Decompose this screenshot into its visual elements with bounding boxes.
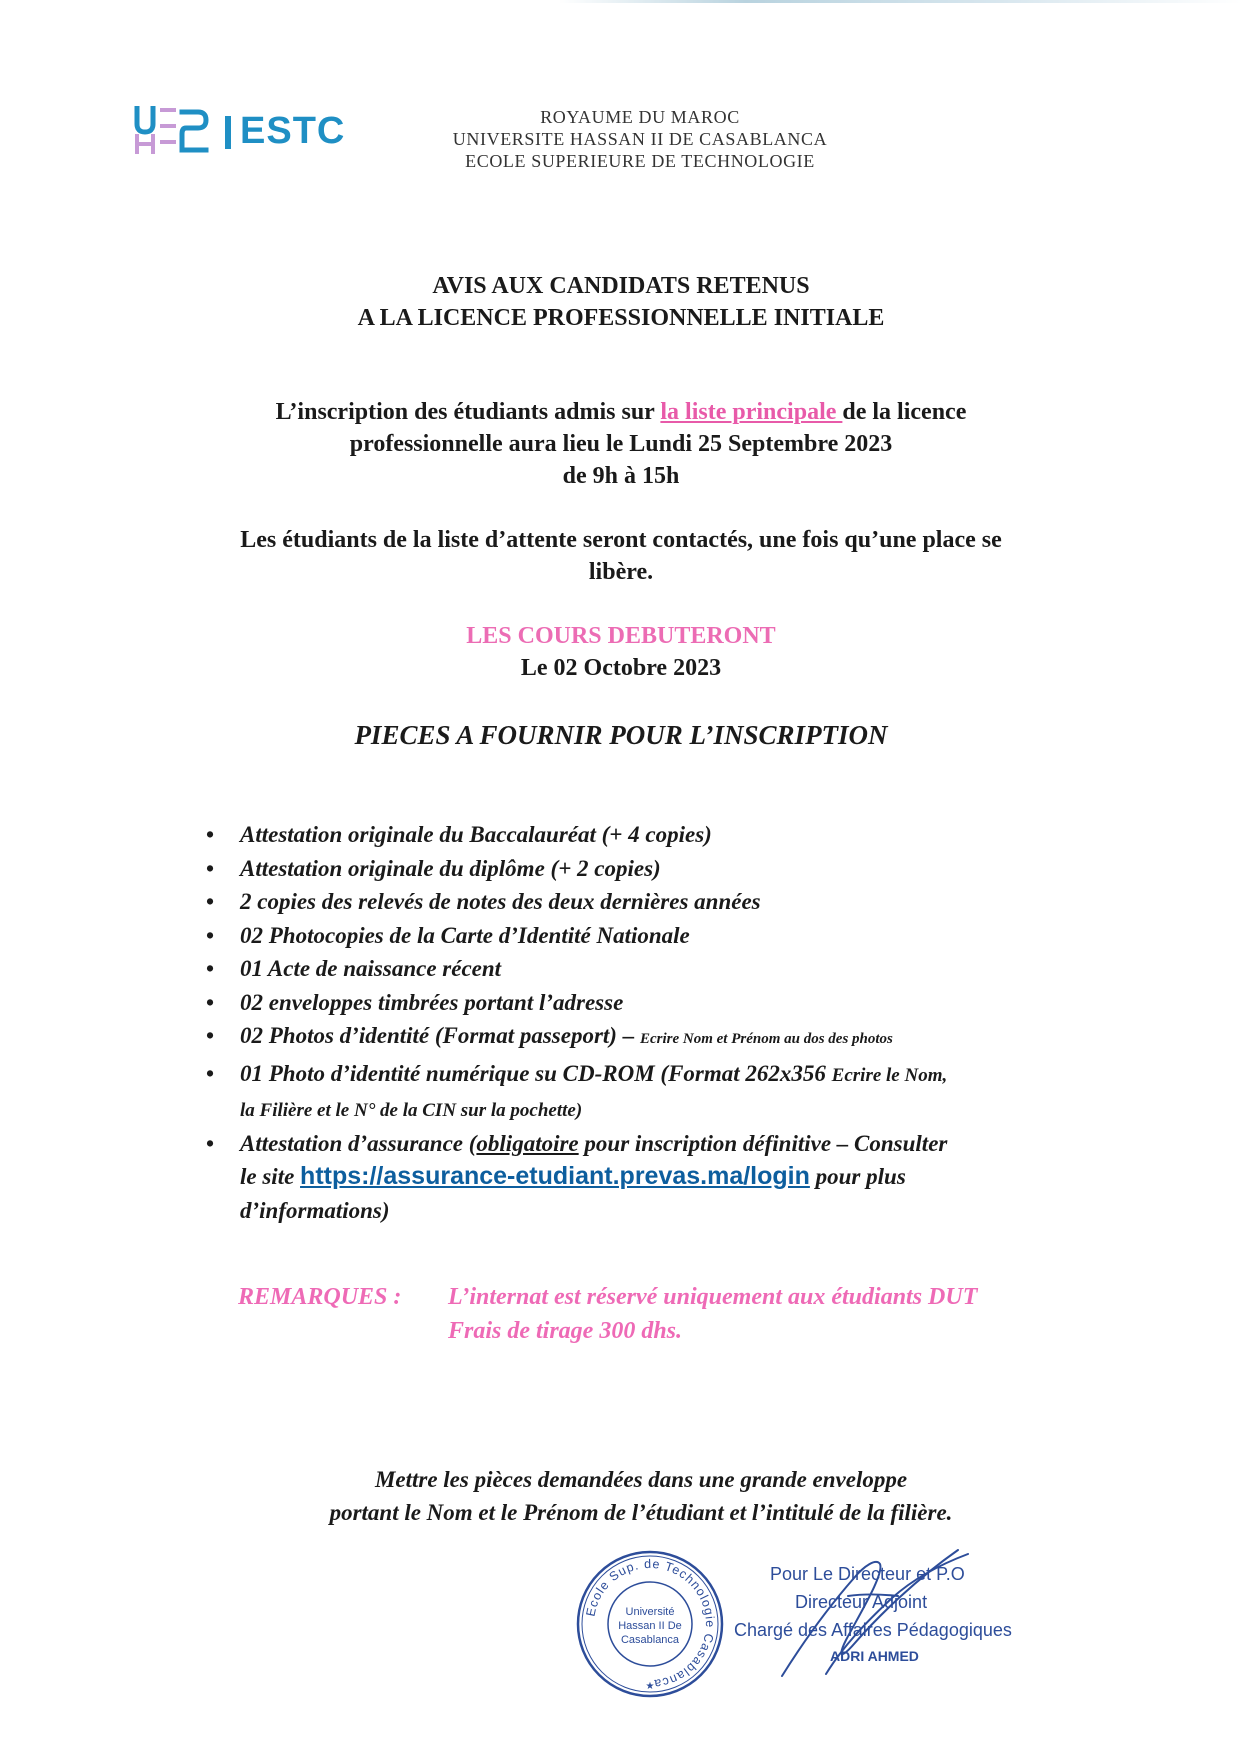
remarks-label: REMARQUES : bbox=[238, 1284, 402, 1310]
list-item: • 02 Photos d’identité (Format passeport) – Ecrire Nom et Prénom au dos des photos bbox=[200, 1019, 1120, 1057]
bullet-icon: • bbox=[206, 956, 215, 981]
header-line: ECOLE SUPERIEURE DE TECHNOLOGIE bbox=[465, 151, 815, 171]
bullet-icon: • bbox=[206, 1060, 215, 1086]
uh2c-logo-icon bbox=[134, 106, 214, 154]
waitlist-paragraph bbox=[180, 524, 1062, 588]
header-line: ROYAUME DU MAROC bbox=[540, 107, 740, 127]
bullet-icon: • bbox=[206, 989, 215, 1015]
waitlist-text: libère. bbox=[588, 559, 654, 585]
stamp-line: Université bbox=[625, 1606, 675, 1618]
list-item: • 01 Photo d’identité numérique su CD-ROM (Format 262x356 Ecrire le Nom, la Filière et le N° de la CIN sur la pochette) bbox=[200, 1057, 1120, 1127]
closing-instruction bbox=[220, 1463, 1062, 1529]
list-item: • 2 copies des relevés de notes des deux dernières années bbox=[200, 885, 1120, 919]
cd-note: la Filière et le N° de la CIN sur la pochette) bbox=[240, 1099, 583, 1121]
header-line: UNIVERSITE HASSAN II DE CASABLANCA bbox=[452, 129, 828, 149]
registration-text: L’inscription des étudiants admis sur bbox=[275, 399, 661, 425]
registration-date: professionnelle aura lieu le Lundi 25 Septembre 2023 bbox=[349, 431, 893, 457]
stamp-line: Casablanca bbox=[620, 1634, 680, 1646]
bullet-icon: • bbox=[206, 922, 215, 948]
closing-line: Mettre les pièces demandées dans une grande enveloppe bbox=[374, 1467, 908, 1492]
list-item: • 02 enveloppes timbrées portant l’adresse bbox=[200, 986, 1120, 1020]
estc-logo bbox=[134, 106, 349, 158]
list-item: • 02 Photocopies de la Carte d’Identité Nationale bbox=[200, 919, 1120, 953]
signature-line: Chargé des Affaires Pédagogiques bbox=[734, 1620, 1012, 1640]
courses-heading: LES COURS DEBUTERONT bbox=[466, 623, 776, 649]
registration-hours: de 9h à 15h bbox=[562, 463, 680, 489]
waitlist-text: Les étudiants de la liste d’attente seront contactés, une fois qu’une place se bbox=[240, 527, 1002, 553]
mandatory-word: obligatoire bbox=[476, 1130, 579, 1156]
list-item: • Attestation d’assurance (obligatoire pour inscription définitive – Consulter le site https://assurance-etudiant.prevas.ma/login pour plus d’informations) bbox=[200, 1127, 1120, 1228]
bullet-icon: • bbox=[206, 822, 215, 847]
document-title bbox=[200, 270, 1042, 334]
bullet-icon: • bbox=[206, 1130, 215, 1156]
list-item: • Attestation originale du Baccalauréat (+ 4 copies) bbox=[200, 818, 1120, 852]
institution-header bbox=[380, 106, 900, 172]
remarks bbox=[238, 1280, 1098, 1348]
bullet-icon: • bbox=[206, 1023, 215, 1048]
insurance-link[interactable]: https://assurance-etudiant.prevas.ma/login bbox=[300, 1162, 810, 1190]
logo-text: ESTC bbox=[240, 110, 346, 152]
signature-block bbox=[730, 1540, 1012, 1680]
closing-line: portant le Nom et le Prénom de l’étudiant et l’intitulé de la filière. bbox=[329, 1500, 953, 1525]
cd-note: Ecrire le Nom, bbox=[831, 1064, 948, 1086]
title-line: A LA LICENCE PROFESSIONNELLE INITIALE bbox=[357, 305, 885, 331]
bullet-icon: • bbox=[206, 889, 215, 914]
logo-divider bbox=[225, 116, 231, 149]
main-list-highlight: la liste principale bbox=[660, 399, 843, 425]
stamp-line: Hassan II De bbox=[618, 1620, 682, 1632]
pieces-heading: PIECES A FOURNIR POUR L’INSCRIPTION bbox=[354, 720, 888, 750]
photo-note: Ecrire Nom et Prénom au dos des photos bbox=[639, 1031, 893, 1047]
list-item: • 01 Acte de naissance récent bbox=[200, 952, 1120, 986]
list-item: • Attestation originale du diplôme (+ 2 copies) bbox=[200, 852, 1120, 886]
courses-date: Le 02 Octobre 2023 bbox=[520, 655, 722, 681]
courses-start bbox=[200, 620, 1042, 684]
handwritten-signature-icon bbox=[730, 1540, 1000, 1680]
registration-paragraph bbox=[180, 396, 1062, 492]
signatory-name: ADRI AHMED bbox=[830, 1648, 919, 1664]
signature-line: Directeur Adjoint bbox=[795, 1592, 928, 1612]
remarks-text: L’internat est réservé uniquement aux étudiants DUT bbox=[448, 1284, 978, 1310]
title-line: AVIS AUX CANDIDATS RETENUS bbox=[432, 273, 810, 299]
scan-edge bbox=[0, 0, 1242, 3]
registration-text: de la licence bbox=[842, 399, 967, 425]
required-documents-list bbox=[200, 818, 1120, 1227]
signature-line: Pour Le Directeur et P.O bbox=[770, 1564, 965, 1584]
official-stamp bbox=[574, 1548, 726, 1700]
bullet-icon: • bbox=[206, 855, 215, 881]
stamp-ring-text: Ecole Sup. de Technologie Casablanca bbox=[583, 1556, 718, 1691]
remarks-text: Frais de tirage 300 dhs. bbox=[448, 1318, 683, 1344]
star-icon: ★ bbox=[645, 1681, 655, 1692]
